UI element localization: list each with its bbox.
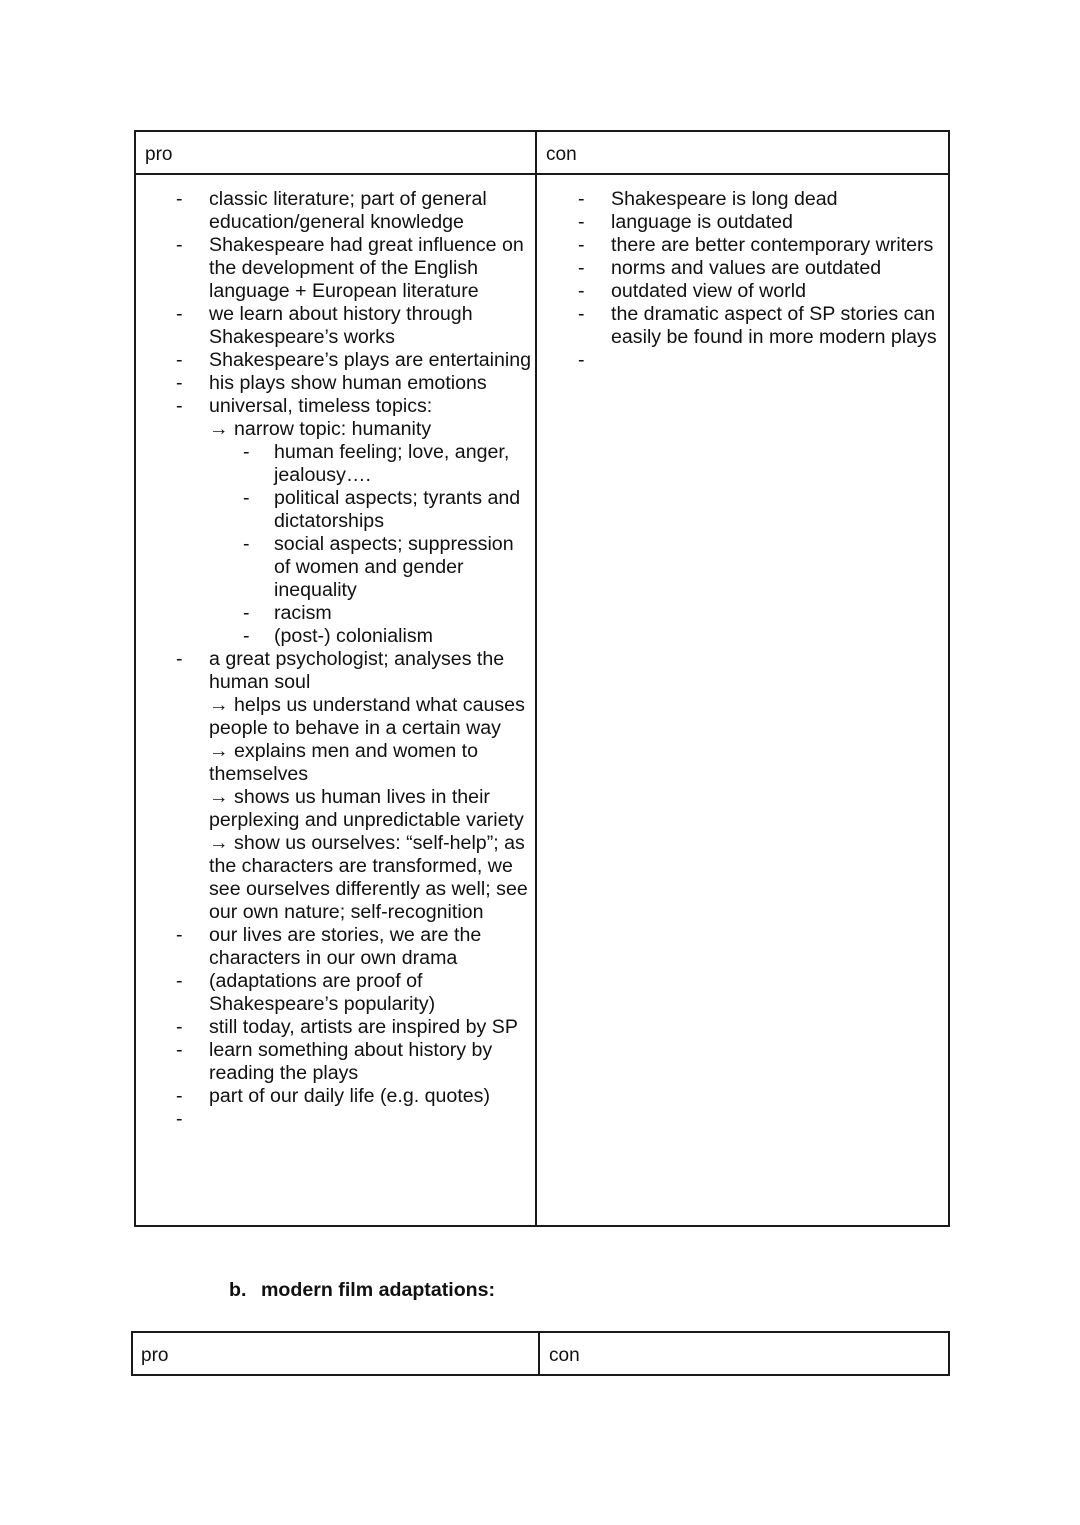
section-b-number: b. [229, 1279, 247, 1301]
list-item-text: language is outdated [611, 211, 793, 233]
list-item-text: Shakespeare had great influence on the development of the English language + European literature [209, 234, 524, 302]
list-item [209, 1108, 535, 1131]
pro-header-b: pro [141, 1345, 169, 1366]
list-item [209, 970, 535, 1016]
list-item-text: part of our daily life (e.g. quotes) [209, 1085, 490, 1107]
list-item-text: we learn about history through Shakespeare’s works [209, 303, 473, 348]
list-item-text: Shakespeare is long dead [611, 188, 838, 210]
list-item-text: Shakespeare’s plays are entertaining [209, 349, 532, 371]
list-item [209, 1085, 535, 1108]
list-item [209, 648, 535, 924]
sub-list-item: - racism [274, 602, 535, 625]
sub-list [209, 441, 535, 648]
con-header-b: con [549, 1345, 580, 1366]
con-header-cell-b [539, 1332, 949, 1375]
list-item-text: universal, timeless topics: [209, 395, 433, 417]
list-item-arrow-line: → show us ourselves: “self-help”; as the characters are transformed, we see ourselves differently as well; see our own nature; self-recognition [209, 832, 528, 923]
list-item-text: norms and values are outdated [611, 257, 882, 279]
list-item-text: learn something about history by reading the plays [209, 1039, 493, 1084]
list-item-arrow-line: → narrow topic: humanity [209, 418, 432, 440]
list-item [209, 924, 535, 970]
list-item [611, 303, 948, 349]
list-item [611, 188, 948, 211]
list-item [209, 234, 535, 303]
list-item [209, 395, 535, 648]
list-item [611, 257, 948, 280]
pro-header: pro [145, 144, 173, 165]
list-item [209, 349, 535, 372]
con-list [537, 175, 948, 372]
pro-con-table-a [134, 130, 950, 1227]
pro-con-table-b [131, 1331, 950, 1376]
sub-list-item: - human feeling; love, anger, jealousy…. [274, 441, 535, 487]
section-b-heading [229, 1279, 495, 1302]
list-item-text: there are better contemporary writers [611, 234, 934, 256]
list-item-arrow-line: → helps us understand what causes people to behave in a certain way [209, 694, 525, 739]
list-item-text: classic literature; part of general education/general knowledge [209, 188, 487, 233]
list-item [209, 188, 535, 234]
pro-list [136, 175, 535, 1131]
sub-list-item: - social aspects; suppression of women and gender inequality [274, 533, 535, 602]
list-item-text: a great psychologist; analyses the human soul [209, 648, 505, 693]
list-item-text: (adaptations are proof of Shakespeare’s popularity) [209, 970, 436, 1015]
list-item-arrow-line: → explains men and women to themselves [209, 740, 479, 785]
con-header: con [546, 144, 577, 165]
list-item-text: the dramatic aspect of SP stories can easily be found in more modern plays [611, 303, 937, 348]
list-item-text: outdated view of world [611, 280, 806, 302]
list-item [611, 349, 948, 372]
list-item [209, 303, 535, 349]
list-item [611, 280, 948, 303]
pro-header-cell [135, 131, 536, 174]
sub-list-item: - political aspects; tyrants and dictatorships [274, 487, 535, 533]
list-item-arrow-line: → shows us human lives in their perplexing and unpredictable variety [209, 786, 524, 831]
list-item [611, 234, 948, 257]
list-item [209, 372, 535, 395]
con-header-cell [536, 131, 949, 174]
sub-list-item: - (post-) colonialism [274, 625, 535, 648]
list-item [209, 1016, 535, 1039]
pro-cell [135, 174, 536, 1226]
list-item-text: his plays show human emotions [209, 372, 487, 394]
list-item-text: still today, artists are inspired by SP [209, 1016, 518, 1038]
list-item [611, 211, 948, 234]
list-item-text: our lives are stories, we are the characters in our own drama [209, 924, 482, 969]
section-b-title: modern film adaptations: [261, 1279, 496, 1301]
list-item [209, 1039, 535, 1085]
pro-header-cell-b [132, 1332, 539, 1375]
con-cell [536, 174, 949, 1226]
